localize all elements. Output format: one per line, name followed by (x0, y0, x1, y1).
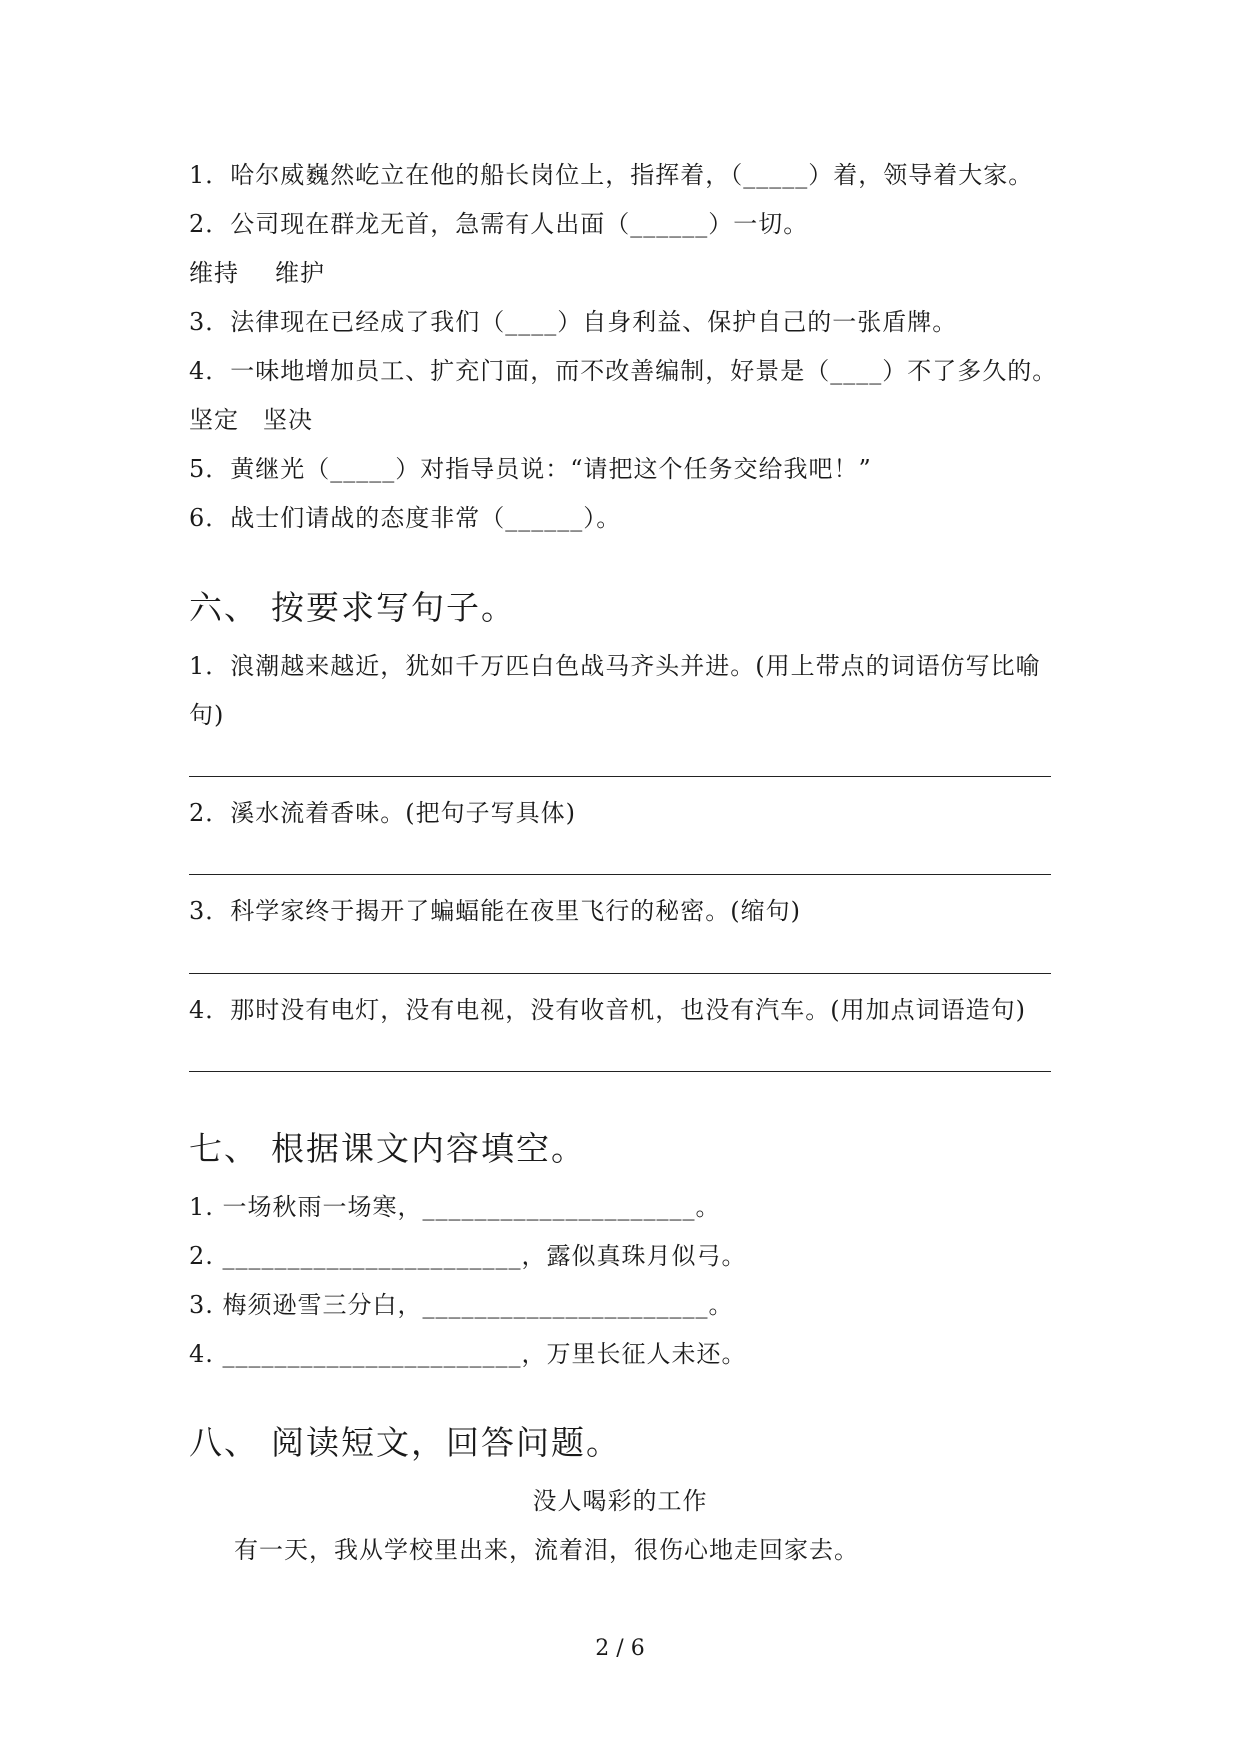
section-title: 按要求写句子。 (271, 588, 516, 627)
section-title: 阅读短文，回答问题。 (271, 1423, 621, 1462)
passage-title: 没人喝彩的工作 (532, 1487, 708, 1515)
question-6-4: 4．那时没有电灯，没有电视，没有收音机，也没有汽车。(用加点词语造句) (189, 996, 1026, 1024)
word-choice: 坚定 (189, 406, 239, 434)
word-choice: 维持 (189, 259, 239, 287)
section-number: 八、 (189, 1423, 259, 1462)
question-7-1: 1. 一场秋雨一场寒，_____________________。 (189, 1193, 721, 1221)
question-6-1-cont: 句) (189, 701, 225, 729)
question-5-4: 4．一味地增加员工、扩充门面，而不改善编制，好景是（____）不了多久的。 (189, 357, 1058, 385)
section-number: 六、 (189, 588, 259, 627)
question-6-1: 1．浪潮越来越近，犹如千万匹白色战马齐头并进。(用上带点的词语仿写比喻 (189, 652, 1041, 680)
section-8-heading (189, 1423, 621, 1463)
answer-line[interactable] (189, 973, 1051, 974)
word-choice-group-2 (189, 405, 313, 435)
answer-line[interactable] (189, 874, 1051, 875)
passage-paragraph: 有一天，我从学校里出来，流着泪，很伤心地走回家去。 (234, 1536, 859, 1564)
answer-line[interactable] (189, 776, 1051, 777)
section-7-heading (189, 1129, 586, 1169)
page-number: 2 / 6 (595, 1636, 645, 1661)
question-5-2: 2．公司现在群龙无首，急需有人出面（______）一切。 (189, 210, 809, 238)
section-6-heading (189, 588, 516, 628)
section-title: 根据课文内容填空。 (271, 1129, 586, 1168)
question-7-2: 2. _______________________，露似真珠月似弓。 (189, 1242, 747, 1270)
word-choice-group-1 (189, 258, 325, 288)
word-choice: 维护 (275, 259, 325, 287)
question-6-3: 3．科学家终于揭开了蝙蝠能在夜里飞行的秘密。(缩句) (189, 897, 801, 925)
question-5-5: 5．黄继光（_____）对指导员说：“请把这个任务交给我吧！” (189, 455, 872, 483)
question-5-1: 1．哈尔威巍然屹立在他的船长岗位上，指挥着，（_____）着，领导着大家。 (189, 161, 1034, 189)
question-7-4: 4. _______________________，万里长征人未还。 (189, 1340, 747, 1368)
answer-line[interactable] (189, 1071, 1051, 1072)
question-5-6: 6．战士们请战的态度非常（______）。 (189, 504, 622, 532)
section-number: 七、 (189, 1129, 259, 1168)
word-choice: 坚决 (263, 406, 313, 434)
question-7-3: 3. 梅须逊雪三分白，______________________。 (189, 1291, 734, 1319)
question-5-3: 3．法律现在已经成了我们（____）自身利益、保护自己的一张盾牌。 (189, 308, 958, 336)
question-6-2: 2．溪水流着香味。(把句子写具体) (189, 799, 576, 827)
